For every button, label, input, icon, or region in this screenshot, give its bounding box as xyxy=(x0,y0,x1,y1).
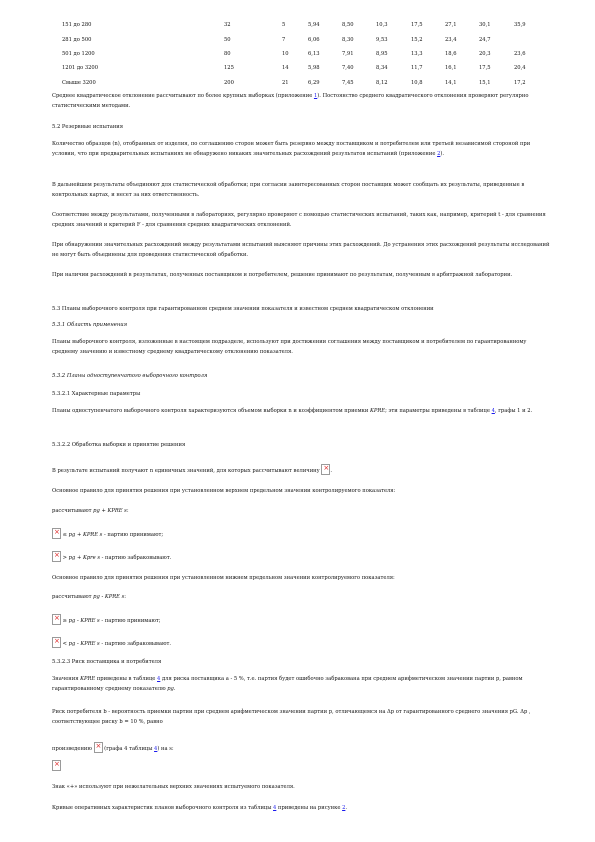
table-cell-range: 281 до 500 xyxy=(62,36,92,43)
table-cell: 9,53 xyxy=(376,36,388,43)
table-cell: 10 xyxy=(282,50,289,57)
link-appendix-1[interactable]: 1 xyxy=(313,93,318,99)
table-cell: 5,94 xyxy=(308,22,320,29)
paragraph-discrepancies: При обнаружении значительных расхождений между результатами испытаний выясняют причины этих расхождений. До устранения этих расхождений результаты исследований не могут быть объединены для проведения статистической обработки. xyxy=(52,242,550,258)
table-row xyxy=(52,18,544,32)
table-cell: 35,9 xyxy=(514,22,526,29)
heading-5-3-1: 5.3.1 Область применения xyxy=(52,322,128,328)
paragraph-results-combined: В дальнейшем результаты объединяют для статистической обработки; при согласии заинтересованных сторон поставщик может сообщать их результаты, приведенные в контрольных картах, и несет за них ответственность. xyxy=(52,182,525,198)
table-row xyxy=(52,47,544,61)
table-cell: 200 xyxy=(224,79,234,86)
table-cell: 50 xyxy=(224,36,231,43)
paragraph-product: произведению × (графа 4 таблицы 4) на s: xyxy=(52,742,174,753)
table-cell: 10,8 xyxy=(411,79,423,86)
heading-5-3-2-2: 5.3.2.2 Обработка выборки и принятие решения xyxy=(52,442,186,448)
table-cell: 14,1 xyxy=(445,79,457,86)
formula-image-placeholder-icon xyxy=(52,637,61,648)
rule-upper-reject: × > pg + Kpre s - партию забраковывают. xyxy=(52,551,171,562)
table-cell: 10,3 xyxy=(376,22,388,29)
table-cell: 27,1 xyxy=(445,22,457,29)
paragraph-lower-rule: Основное правило для принятия решения при установленном нижнем предельном значении контролируемого показателя: xyxy=(52,575,395,581)
link-appendix-2[interactable]: 2 xyxy=(437,150,441,157)
heading-5-3-2-1: 5.3.2.1 Характерные параметры xyxy=(52,391,141,397)
heading-5-3: 5.3 Планы выборочного контроля при гарантированном среднем значении показателя и известном среднем квадратическом отклонении xyxy=(52,306,434,312)
paragraph-std-deviation: Среднее квадратическое отклонение рассчитывают по более крупных выборках (приложение 1). Постоянство среднего квадратического отклонения проверяют регулярно статистическими методами. xyxy=(52,93,529,109)
link-table-4[interactable]: 4 xyxy=(157,676,161,682)
heading-5-2: 5.2 Резервные испытания xyxy=(52,124,124,130)
table-cell: 8,95 xyxy=(376,50,388,57)
heading-5-3-2-3: 5.3.2.3 Риск поставщика и потребителя xyxy=(52,659,162,665)
link-table-4[interactable]: 4 xyxy=(273,805,277,811)
table-cell-range: Свыше 3200 xyxy=(62,79,96,86)
table-body xyxy=(52,18,544,90)
table-cell: 16,1 xyxy=(445,65,457,72)
table-cell: 7,40 xyxy=(342,65,354,72)
paragraph-plus-sign: Знак «+» используют при нежелательных верхних значениях испытуемого показателя. xyxy=(52,784,295,790)
table-cell: 125 xyxy=(224,65,234,72)
rule-lower-reject: × < pg - KPRE s - партию забраковывают. xyxy=(52,637,171,648)
table-cell: 30,1 xyxy=(479,22,491,29)
table-cell: 18,6 xyxy=(445,50,457,57)
paragraph-result-value: В результате испытаний получают n единичных значений, для которых рассчитывают величину × . xyxy=(52,464,332,475)
table-cell: 15,1 xyxy=(479,79,491,86)
table-cell: 15,2 xyxy=(411,36,423,43)
paragraph-consumer-risk: Риск потребителя b - вероятность приемки партии при среднем арифметическом значении партии p, отличающемся на Δp от гарантированного среднего значения pG. Δp , соответствующее риску b = 10 %, равно xyxy=(52,709,531,725)
link-table-4[interactable]: 4 xyxy=(491,408,495,414)
table-cell: 5,98 xyxy=(308,65,320,72)
formula-block xyxy=(52,760,61,771)
table-cell: 32 xyxy=(224,22,231,29)
paragraph-samples: Количество образцов (n), отобранных от изделия, по соглашению сторон может быть резервно между поставщиком и потребителем или третьей независимой стороной при условии, что при предварительных испытаниях не обнаружено никаких значительных расхождений результатов испытаний (приложение 2). xyxy=(52,141,531,157)
table-cell-range: 501 до 1200 xyxy=(62,50,95,57)
table-cell: 8,50 xyxy=(342,22,354,29)
table-cell: 80 xyxy=(224,50,231,57)
table-cell: 7,45 xyxy=(342,79,354,86)
table-cell: 8,30 xyxy=(342,36,354,43)
table-cell: 5 xyxy=(282,22,286,29)
calc-upper: рассчитывают pg + KPRE s: xyxy=(52,508,129,514)
table-cell: 6,29 xyxy=(308,79,320,86)
rule-lower-accept: × ≥ pg - KPRE s - партию принимают; xyxy=(52,614,161,625)
formula-image-placeholder-icon xyxy=(94,742,103,753)
table-cell: 8,34 xyxy=(376,65,388,72)
paragraph-arbitration: При наличии расхождений в результатах, полученных поставщиком и потребителем, решение принимают по результатам, полученным в арбитражной лаборатории. xyxy=(52,272,513,278)
table-cell: 11,7 xyxy=(411,65,423,72)
table-cell: 7,91 xyxy=(342,50,354,57)
table-cell: 23,6 xyxy=(514,50,526,57)
table-cell: 17,2 xyxy=(514,79,526,86)
table-cell: 20,4 xyxy=(514,65,526,72)
formula-image-placeholder-icon xyxy=(52,614,61,625)
table-cell: 20,3 xyxy=(479,50,491,57)
table-cell: 6,06 xyxy=(308,36,320,43)
table-cell: 17,5 xyxy=(479,65,491,72)
rule-upper-accept: × ≤ pg + KPRE s - партию принимают; xyxy=(52,528,163,539)
calc-lower: рассчитывают pg - KPRE s: xyxy=(52,594,126,600)
table-row xyxy=(52,76,544,90)
paragraph-parameters: Планы одноступенчатого выборочного контроля характеризуются объемом выборки n и коэффициентом приемки KPRE; эти параметры приведены в таблице 4, графы 1 и 2. xyxy=(52,408,533,414)
table-cell-range: 1201 до 3200 xyxy=(62,65,99,72)
table-cell: 7 xyxy=(282,36,286,43)
table-cell xyxy=(514,32,544,46)
formula-image-placeholder-icon xyxy=(52,528,61,539)
formula-image-placeholder-icon xyxy=(321,464,330,475)
formula-image-placeholder-icon xyxy=(52,760,61,771)
paragraph-supplier-risk: Значения KPRE приведены в таблице 4 для риска поставщика a - 5 %, т.е. партия будет ошибочно забракована при среднем арифметическом значении партии p, равном гарантированному среднему показателю pg. xyxy=(52,676,523,692)
table-cell: 14 xyxy=(282,65,289,72)
table-cell: 8,12 xyxy=(376,79,388,86)
table-cell: 13,3 xyxy=(411,50,423,57)
link-table-4[interactable]: 4 xyxy=(154,746,158,752)
table-cell: 6,13 xyxy=(308,50,320,57)
paragraph-upper-rule: Основное правило для принятия решения при установленном верхнем предельном значении контролируемого показателя: xyxy=(52,488,396,494)
table-cell-range: 151 до 280 xyxy=(62,22,92,29)
paragraph-oc-curves: Кривые оперативных характеристик планов выборочного контроля из таблицы 4 приведены на рисунке 2. xyxy=(52,805,348,811)
table-cell: 17,5 xyxy=(411,22,423,29)
sample-size-table xyxy=(52,18,544,90)
paragraph-plans-usage: Планы выборочного контроля, изложенные в настоящем подразделе, используют при достижении соглашения между поставщиком и потребителем по гарантированному среднему значению и известному среднему квадратическому отклонению показателя. xyxy=(52,339,527,355)
table-cell: 21 xyxy=(282,79,289,86)
formula-image-placeholder-icon xyxy=(52,551,61,562)
table-cell: 24,7 xyxy=(479,36,491,43)
paragraph-correspondence: Соответствие между результатами, полученными в лабораториях, регулярно проверяют с помощью статистических испытаний, таких как, например, критерий t - для сравнения средних значений и критерий F - для сравнения средних квадратических отклонений. xyxy=(52,212,546,228)
link-figure-2[interactable]: 2 xyxy=(342,805,346,811)
table-row xyxy=(52,61,544,75)
heading-5-3-2: 5.3.2 Планы одноступенчатого выборочного контроля xyxy=(52,373,208,379)
table-cell: 23,4 xyxy=(445,36,457,43)
table-row xyxy=(52,32,544,46)
